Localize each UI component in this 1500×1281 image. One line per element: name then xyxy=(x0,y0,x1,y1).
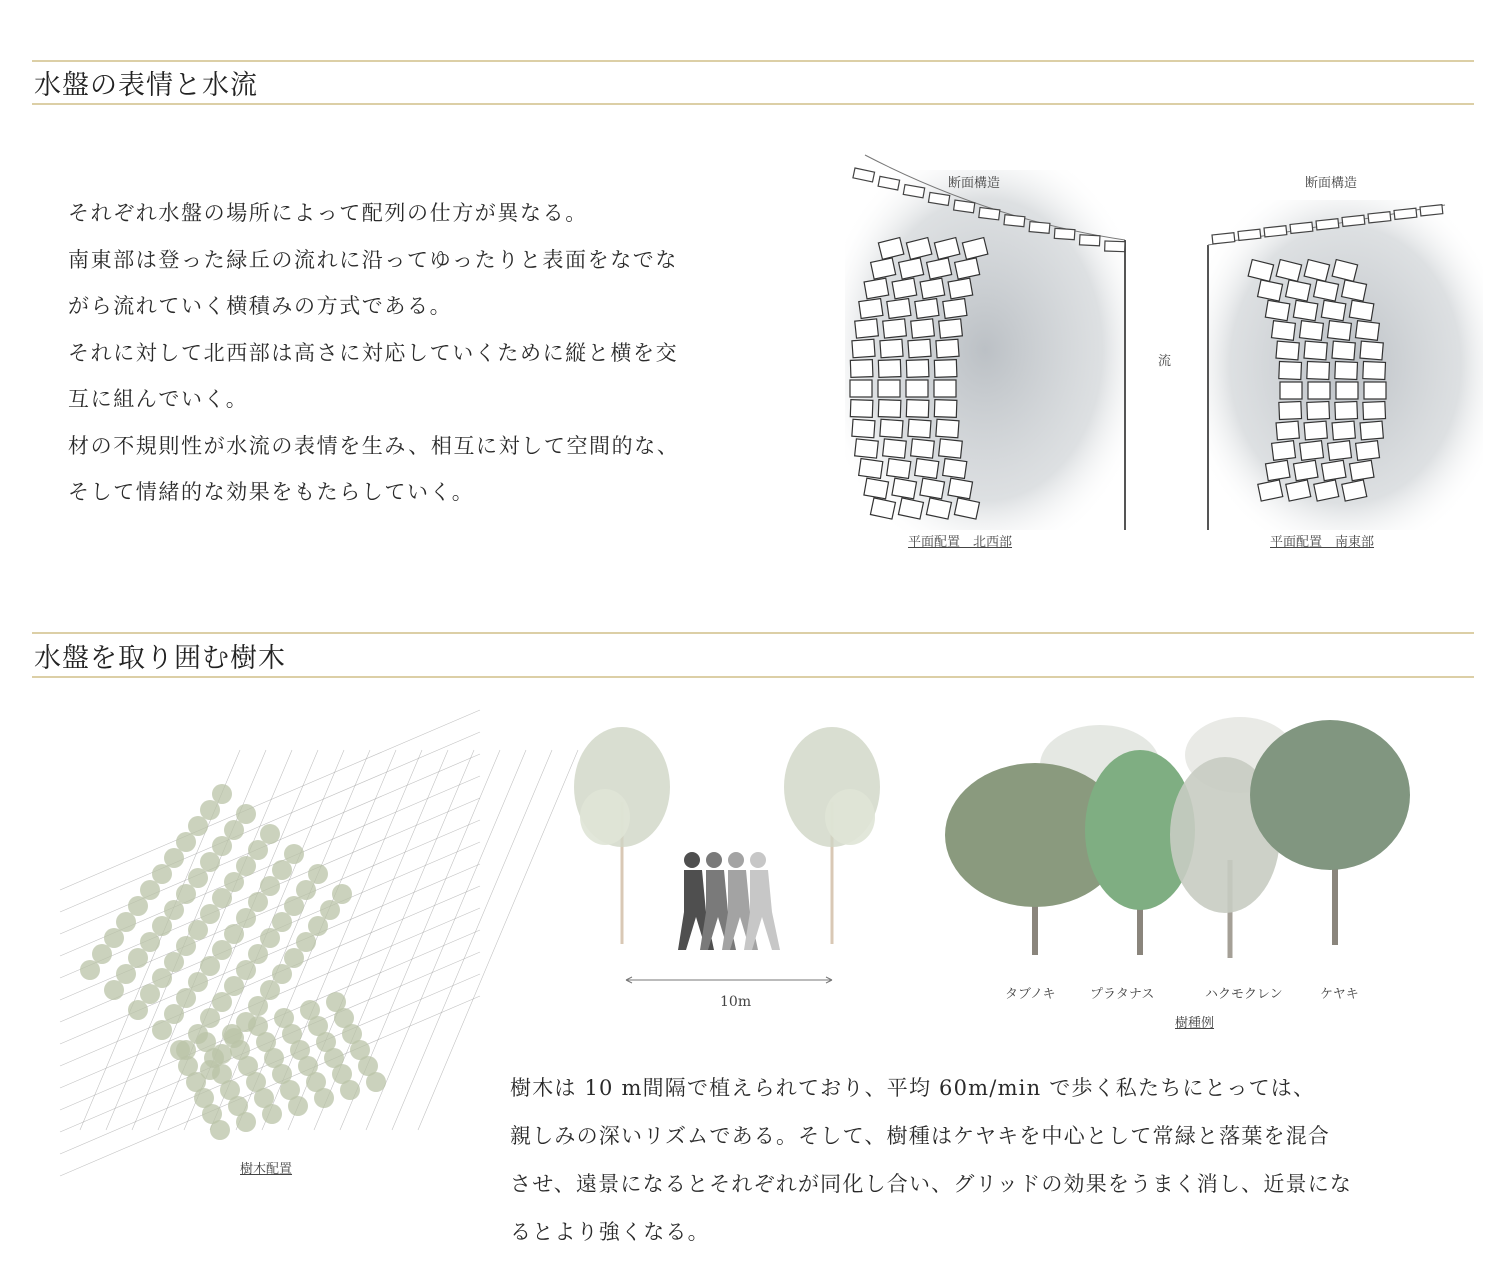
plan-block xyxy=(1314,480,1339,501)
plan-block xyxy=(1265,300,1289,320)
plan-block xyxy=(1363,402,1386,420)
tree-canopy xyxy=(128,1000,148,1020)
tree-canopy xyxy=(200,1008,220,1028)
tree-canopy xyxy=(104,980,124,1000)
plan-block xyxy=(1276,341,1299,360)
tree-canopy xyxy=(272,860,292,880)
tree-canopy xyxy=(116,964,136,984)
grid-line xyxy=(60,710,480,890)
right-section-label: 断面構造 xyxy=(1305,176,1358,191)
tree-canopy xyxy=(260,824,280,844)
tree-canopy xyxy=(176,936,196,956)
tree-canopy xyxy=(164,848,184,868)
tree-canopy xyxy=(284,844,304,864)
tree-canopy xyxy=(176,832,196,852)
plan-block xyxy=(934,360,957,378)
plan-block xyxy=(911,439,935,458)
tree-canopy xyxy=(212,784,232,804)
section-block xyxy=(1238,229,1261,240)
section1-bottom-rule xyxy=(32,103,1474,105)
paragraph-line: 南東部は登った緑丘の流れに沿ってゆったりと表面をなでな xyxy=(68,247,678,272)
tree-canopy xyxy=(366,1072,386,1092)
section-block xyxy=(1212,233,1235,244)
plan-block xyxy=(878,400,901,418)
plan-block xyxy=(954,498,979,519)
tree-canopy xyxy=(140,880,160,900)
plan-block xyxy=(850,400,873,418)
plan-block xyxy=(915,299,939,319)
plan-block xyxy=(1336,382,1358,399)
plan-block xyxy=(855,439,879,458)
plan-block xyxy=(880,419,903,437)
plan-block xyxy=(1308,382,1330,399)
plan-block xyxy=(911,319,935,338)
tree-canopy xyxy=(188,920,208,940)
species-name-keyaki: ケヤキ xyxy=(1320,987,1359,1002)
plan-block xyxy=(880,339,903,357)
tree-canopy xyxy=(152,916,172,936)
section2-title: 水盤を取り囲む樹木 xyxy=(34,643,286,674)
tree-canopy xyxy=(236,804,256,824)
section-block xyxy=(1368,212,1391,223)
tree-canopy xyxy=(212,888,232,908)
paragraph-line: させ、遠景になるとそれぞれが同化し合い、グリッドの効果をうまく消し、近景にな xyxy=(510,1172,1353,1196)
plan-block xyxy=(1304,421,1327,440)
section-block xyxy=(1420,205,1443,216)
plan-block xyxy=(920,478,945,499)
section2-bottom-rule xyxy=(32,676,1474,678)
tree-canopy xyxy=(164,952,184,972)
plan-block xyxy=(852,419,875,437)
tree-keyaki xyxy=(1250,720,1410,945)
section1-title: 水盤の表情と水流 xyxy=(34,70,258,101)
tree-canopy xyxy=(152,864,172,884)
tree-canopy xyxy=(288,1096,308,1116)
plan-block xyxy=(1321,300,1345,320)
plan-block xyxy=(955,258,980,279)
plan-block xyxy=(1266,460,1290,480)
plan-block xyxy=(883,319,907,338)
plan-block xyxy=(1349,300,1373,320)
tree-canopy xyxy=(176,988,196,1008)
plan-block xyxy=(859,299,883,319)
tree-canopy xyxy=(188,868,208,888)
paragraph-line: がら流れていく横積みの方式である。 xyxy=(68,294,453,318)
tree-canopy xyxy=(200,956,220,976)
plan-block xyxy=(1322,460,1346,480)
plan-block xyxy=(852,339,875,357)
plan-block xyxy=(927,258,952,279)
plan-block xyxy=(1304,341,1327,360)
plan-block xyxy=(1286,480,1311,501)
tree-canopy xyxy=(260,928,280,948)
paragraph-line: 親しみの深いリズムである。そして、樹種はケヤキを中心として常緑と落葉を混合 xyxy=(510,1124,1331,1148)
tree-canopy xyxy=(164,900,184,920)
plan-block xyxy=(939,319,963,338)
plan-block xyxy=(1271,321,1295,341)
tree-canopy xyxy=(164,1004,184,1024)
plan-block xyxy=(1279,362,1302,380)
tree-illustration xyxy=(574,727,670,944)
plan-block xyxy=(1280,382,1302,399)
plan-block xyxy=(1328,441,1352,461)
tree-canopy xyxy=(314,1088,334,1108)
grid-line xyxy=(60,930,480,1110)
section-block xyxy=(1264,226,1287,237)
grid-line xyxy=(60,996,480,1176)
plan-block xyxy=(936,339,959,357)
tree-canopy xyxy=(212,940,232,960)
section-block xyxy=(979,208,1000,220)
plan-block xyxy=(1332,421,1355,440)
plan-block xyxy=(943,459,967,479)
plan-block xyxy=(936,419,959,437)
section-block xyxy=(1105,241,1125,252)
southeast-basin xyxy=(1208,200,1483,530)
tree-canopy xyxy=(236,856,256,876)
plan-block xyxy=(1327,321,1351,341)
tree-canopy xyxy=(296,932,316,952)
section-block xyxy=(1316,219,1339,230)
tree-spacing-illustration xyxy=(560,712,890,1002)
plan-block xyxy=(1314,280,1339,301)
tree-canopy xyxy=(128,896,148,916)
plan-block xyxy=(887,459,911,479)
plan-block xyxy=(915,459,939,479)
tree-illustration xyxy=(784,727,880,944)
tree-canopy xyxy=(128,948,148,968)
northwest-basin xyxy=(845,155,1125,530)
plan-block xyxy=(878,380,900,397)
plan-block xyxy=(1342,480,1367,501)
section-block xyxy=(1394,208,1417,219)
tree-canopy xyxy=(104,928,124,948)
tree-canopies xyxy=(80,784,386,1140)
tree-canopy xyxy=(140,984,160,1004)
section1-top-rule xyxy=(32,60,1474,62)
plan-block xyxy=(1276,421,1299,440)
left-plan-label: 平面配置 北西部 xyxy=(908,535,1013,550)
section-block xyxy=(1054,228,1075,239)
plan-block xyxy=(1356,441,1380,461)
tree-canopy xyxy=(210,1120,230,1140)
paragraph-line: それに対して北西部は高さに対応していくために縦と横を交 xyxy=(68,340,679,365)
tree-canopy xyxy=(236,960,256,980)
paragraph-line: 互に組んでいく。 xyxy=(68,387,249,411)
plan-block xyxy=(1335,362,1358,380)
plan-block xyxy=(943,299,967,319)
tree-canopy xyxy=(272,964,292,984)
tree-canopy xyxy=(200,852,220,872)
tree-canopy xyxy=(272,912,292,932)
plan-block xyxy=(1294,460,1318,480)
section-block xyxy=(954,200,975,213)
tree-canopy xyxy=(308,864,328,884)
plan-block xyxy=(1355,321,1379,341)
plan-block xyxy=(1307,402,1330,420)
paragraph-line: そして情緒的な効果をもたらしていく。 xyxy=(68,480,475,504)
tree-canopy xyxy=(284,948,304,968)
plan-block xyxy=(1299,321,1323,341)
plan-block xyxy=(887,299,911,319)
tree-canopy xyxy=(248,892,268,912)
tree-layout-label: 樹木配置 xyxy=(240,1162,293,1177)
spacing-label: 10m xyxy=(720,994,752,1010)
tree-canopy xyxy=(212,992,232,1012)
plan-block xyxy=(870,498,895,519)
paragraph-line: るとより強くなる。 xyxy=(510,1220,710,1244)
tree-canopy xyxy=(212,836,232,856)
tree-canopy xyxy=(224,820,244,840)
plan-block xyxy=(908,339,931,357)
section-block xyxy=(1079,235,1099,246)
plan-block xyxy=(934,380,956,397)
plan-block xyxy=(1350,460,1374,480)
tree-canopy xyxy=(176,884,196,904)
tree-canopy xyxy=(296,880,316,900)
tree-canopy xyxy=(152,1020,172,1040)
tree-canopy xyxy=(80,960,100,980)
tree-canopy xyxy=(188,816,208,836)
plan-block xyxy=(864,278,889,299)
plan-block xyxy=(1363,362,1386,380)
right-plan-label: 平面配置 南東部 xyxy=(1270,535,1375,550)
plan-block xyxy=(906,380,928,397)
plan-block xyxy=(1335,402,1358,420)
plan-block xyxy=(898,498,923,519)
tree-canopy xyxy=(260,980,280,1000)
tree-canopy xyxy=(116,912,136,932)
tree-canopy xyxy=(224,924,244,944)
plan-block xyxy=(920,278,945,299)
tree-canopy xyxy=(224,872,244,892)
paragraph-line: それぞれ水盤の場所によって配列の仕方が異なる。 xyxy=(68,201,588,225)
tree-canopy xyxy=(248,840,268,860)
left-section-label: 断面構造 xyxy=(948,176,1001,191)
tree-canopy xyxy=(308,916,328,936)
paragraph-line: 材の不規則性が水流の表情を生み、相互に対して空間的な、 xyxy=(68,433,680,458)
plan-block xyxy=(850,360,873,378)
plan-block xyxy=(850,380,872,397)
tree-canopy xyxy=(92,944,112,964)
section-block xyxy=(1290,222,1313,233)
plan-block xyxy=(883,439,907,458)
plan-block xyxy=(859,459,883,479)
section2-paragraph xyxy=(510,1064,1352,1256)
plan-block xyxy=(871,258,896,279)
plan-block xyxy=(908,419,931,437)
plan-block xyxy=(1332,341,1355,360)
plan-block xyxy=(948,478,973,499)
plan-block xyxy=(892,478,917,499)
plan-block xyxy=(926,498,951,519)
plan-block xyxy=(1364,382,1386,399)
plan-block xyxy=(948,278,973,299)
flow-label: 流 xyxy=(1158,354,1172,369)
species-name-platanus: プラタナス xyxy=(1090,987,1155,1002)
species-caption: 樹種例 xyxy=(1175,1016,1215,1031)
tree-canopy xyxy=(248,996,268,1016)
tree-canopy xyxy=(284,896,304,916)
tree-canopy xyxy=(224,976,244,996)
tree-canopy xyxy=(340,1080,360,1100)
plan-block xyxy=(939,439,963,458)
plan-block xyxy=(864,478,889,499)
tree-canopy xyxy=(320,900,340,920)
tree-layout-plan xyxy=(60,750,500,1160)
plan-block xyxy=(1279,402,1302,420)
tree-canopy xyxy=(188,972,208,992)
plan-block xyxy=(1293,300,1317,320)
plan-block xyxy=(906,360,929,378)
plan-block xyxy=(1286,280,1311,301)
species-name-tabunoki: タブノキ xyxy=(1005,987,1056,1002)
plan-block xyxy=(1342,280,1367,301)
species-name-hakumokuren: ハクモクレン xyxy=(1205,987,1283,1002)
plan-block xyxy=(1258,280,1283,301)
plan-block xyxy=(1300,441,1324,461)
plan-block xyxy=(899,258,924,279)
paragraph-line: 樹木は 10 m間隔で植えられており、平均 60m/min で歩く私たちにとっては、 xyxy=(510,1076,1316,1100)
plan-block xyxy=(892,278,917,299)
plan-block xyxy=(1360,341,1383,360)
tree-canopy xyxy=(236,1112,256,1132)
tree-canopy xyxy=(332,884,352,904)
tree-canopy xyxy=(200,800,220,820)
tree-canopy xyxy=(152,968,172,988)
section2-top-rule xyxy=(32,632,1474,634)
section1-paragraph xyxy=(68,190,679,516)
tree-canopy xyxy=(236,908,256,928)
walking-people-silhouettes xyxy=(678,852,780,950)
tree-canopy xyxy=(248,944,268,964)
plan-block xyxy=(1307,362,1330,380)
tree-canopy xyxy=(262,1104,282,1124)
tree-species-illustration xyxy=(940,710,1430,970)
plan-block xyxy=(1272,441,1296,461)
plan-block xyxy=(1360,421,1383,440)
section-block xyxy=(1342,215,1365,226)
grid-line xyxy=(366,750,526,1130)
dimension-arrow xyxy=(626,977,832,983)
tree-canopy xyxy=(260,876,280,896)
tree-canopy xyxy=(140,932,160,952)
plan-block xyxy=(855,319,879,338)
plan-block xyxy=(878,360,901,378)
section-block xyxy=(1029,222,1050,234)
plan-block xyxy=(906,400,929,418)
plan-block xyxy=(1258,480,1283,501)
tree-canopy xyxy=(200,904,220,924)
plan-block xyxy=(934,400,957,418)
section-block xyxy=(1004,215,1025,227)
